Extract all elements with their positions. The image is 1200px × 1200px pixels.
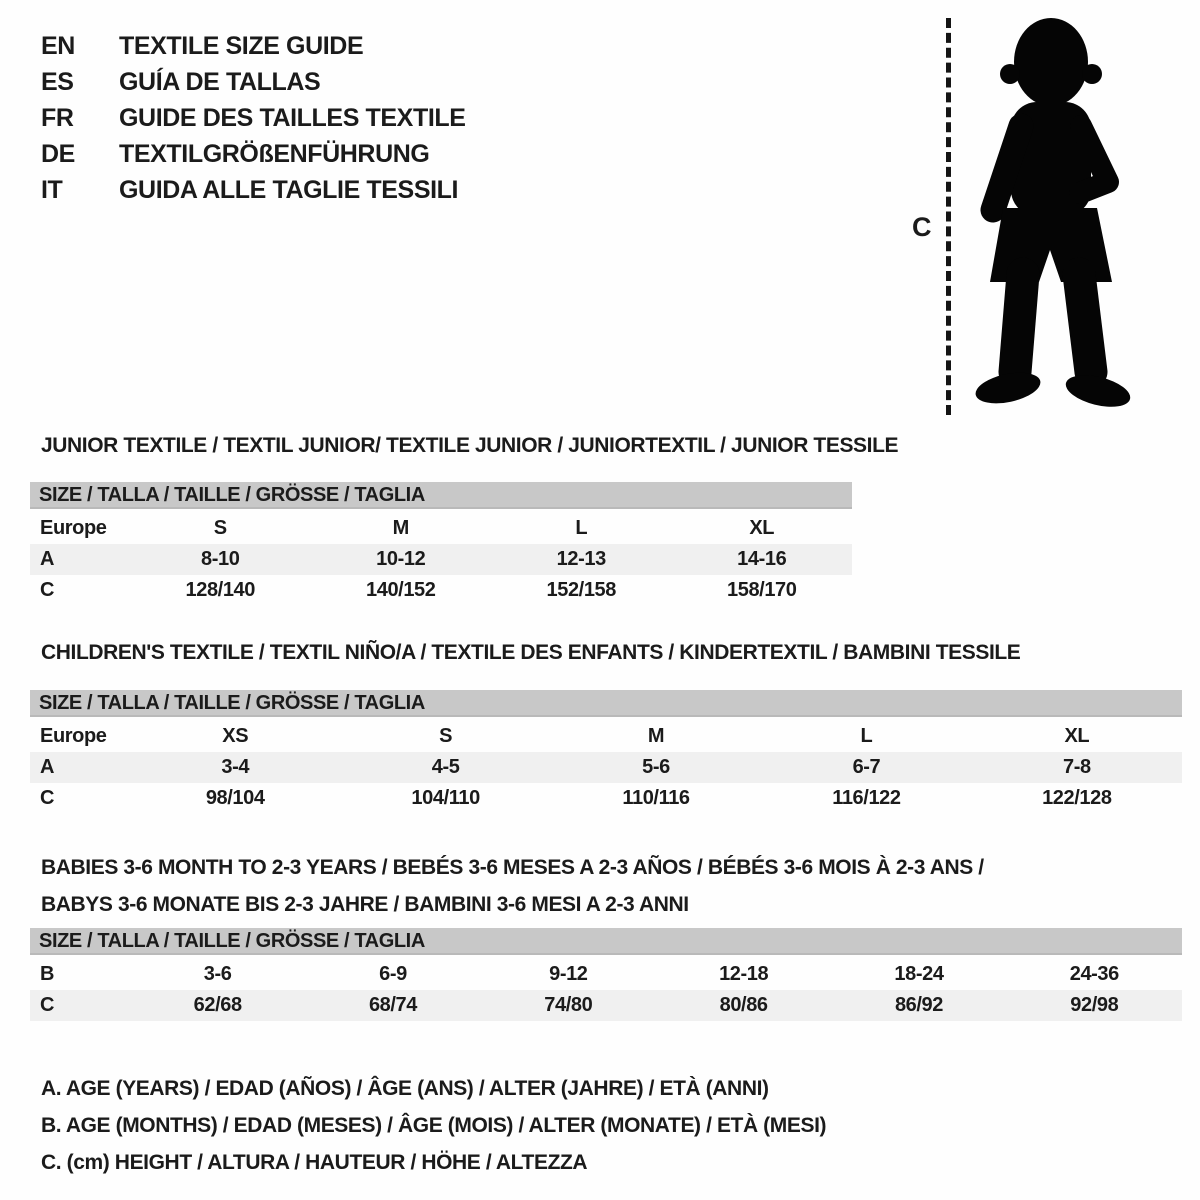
measure-legend (41, 1070, 826, 1181)
table-cell: XL (1064, 725, 1090, 747)
babies-size-table (30, 928, 1182, 1021)
table-cell: 74/80 (544, 994, 593, 1016)
language-title: GUIDA ALLE TAGLIE TESSILI (119, 175, 459, 204)
legend-age-years: A. AGE (YEARS) / EDAD (AÑOS) / ÂGE (ANS) / ALTER (JAHRE) / ETÀ (ANNI) (41, 1077, 769, 1100)
table-row (30, 990, 1182, 1021)
children-section-title: CHILDREN'S TEXTILE / TEXTIL NIÑO/A / TEXTILE DES ENFANTS / KINDERTEXTIL / BAMBINI TESSILE (41, 641, 1021, 664)
table-cell: 158/170 (727, 579, 797, 601)
table-row (30, 513, 852, 544)
table-cell: 140/152 (366, 579, 436, 601)
table-cell: M (392, 517, 409, 539)
table-cell: 5-6 (642, 756, 670, 778)
table-row (30, 575, 852, 606)
table-cell: 4-5 (431, 756, 460, 778)
table-cell: 6-9 (379, 963, 407, 985)
language-code: ES (41, 67, 74, 96)
junior-size-table (30, 482, 852, 606)
language-code: EN (41, 31, 75, 60)
table-cell: 98/104 (205, 787, 265, 809)
table-cell: 110/116 (622, 787, 690, 809)
babies-title-line1: BABIES 3-6 MONTH TO 2-3 YEARS / BEBÉS 3-6 MESES A 2-3 AÑOS / BÉBÉS 3-6 MOIS À 2-3 ANS / (41, 856, 984, 879)
toddler-silhouette-icon (963, 8, 1138, 420)
language-title: TEXTILE SIZE GUIDE (119, 31, 364, 60)
table-cell: 8-10 (201, 548, 240, 570)
row-label: Europe (40, 517, 107, 539)
table-cell: 12-18 (719, 963, 769, 985)
table-row (30, 721, 1182, 752)
row-label: Europe (40, 725, 107, 747)
language-list (41, 28, 466, 208)
legend-age-months: B. AGE (MONTHS) / EDAD (MESES) / ÂGE (MOIS) / ALTER (MONATE) / ETÀ (MESI) (41, 1114, 827, 1137)
table-cell: L (860, 725, 873, 747)
table-cell: 62/68 (193, 994, 242, 1016)
table-cell: 68/74 (368, 994, 418, 1016)
table-cell: 6-7 (852, 756, 881, 778)
height-measure-label: C (912, 212, 932, 242)
babies-title-line2: BABYS 3-6 MONATE BIS 2-3 JAHRE / BAMBINI 3-6 MESI A 2-3 ANNI (41, 893, 689, 916)
table-cell: 128/140 (185, 579, 255, 601)
junior-section-title: JUNIOR TEXTILE / TEXTIL JUNIOR/ TEXTILE JUNIOR / JUNIORTEXTIL / JUNIOR TESSILE (41, 434, 899, 457)
table-cell: 10-12 (376, 548, 426, 570)
row-label: B (40, 963, 55, 985)
table-cell: 92/98 (1070, 994, 1119, 1016)
legend-height-cm: C. (cm) HEIGHT / ALTURA / HAUTEUR / HÖHE / ALTEZZA (41, 1151, 588, 1174)
row-label: A (40, 756, 55, 778)
height-dashed-line (946, 18, 951, 415)
babies-section-title (41, 849, 984, 923)
language-code: FR (41, 103, 74, 132)
language-row (41, 172, 466, 208)
row-label: A (40, 548, 55, 570)
table-cell: S (213, 517, 227, 539)
language-title: GUIDE DES TAILLES TEXTILE (119, 103, 466, 132)
table-cell: 18-24 (894, 963, 944, 985)
table-cell: XS (222, 725, 249, 747)
size-header-bar: SIZE / TALLA / TAILLE / GRÖSSE / TAGLIA (30, 690, 1182, 717)
table-cell: 80/86 (719, 994, 768, 1016)
size-header-bar: SIZE / TALLA / TAILLE / GRÖSSE / TAGLIA (30, 928, 1182, 955)
row-label: C (40, 787, 55, 809)
language-title: GUÍA DE TALLAS (119, 67, 321, 96)
language-row (41, 100, 466, 136)
table-row (30, 959, 1182, 990)
table-cell: 7-8 (1062, 756, 1091, 778)
language-row (41, 64, 466, 100)
size-header-bar: SIZE / TALLA / TAILLE / GRÖSSE / TAGLIA (30, 482, 852, 509)
children-size-table (30, 690, 1182, 814)
table-cell: 86/92 (894, 994, 943, 1016)
table-cell: S (439, 725, 453, 747)
table-row (30, 752, 1182, 783)
language-code: IT (41, 175, 63, 204)
table-cell: 14-16 (737, 548, 787, 570)
table-row (30, 544, 852, 575)
table-cell: XL (749, 517, 775, 539)
table-cell: 122/128 (1042, 787, 1112, 809)
table-cell: 104/110 (411, 787, 480, 809)
table-cell: 12-13 (556, 548, 606, 570)
table-cell: 152/158 (546, 579, 616, 601)
table-cell: M (647, 725, 665, 747)
language-title: TEXTILGRÖßENFÜHRUNG (119, 139, 430, 168)
table-cell: 116/122 (832, 787, 901, 809)
row-label: C (40, 579, 55, 601)
table-cell: L (575, 517, 588, 539)
language-row (41, 136, 466, 172)
language-code: DE (41, 139, 75, 168)
table-cell: 3-4 (221, 756, 250, 778)
language-row (41, 28, 466, 64)
table-cell: 9-12 (549, 963, 588, 985)
row-label: C (40, 994, 55, 1016)
table-cell: 24-36 (1069, 963, 1119, 985)
table-row (30, 783, 1182, 814)
table-cell: 3-6 (203, 963, 232, 985)
